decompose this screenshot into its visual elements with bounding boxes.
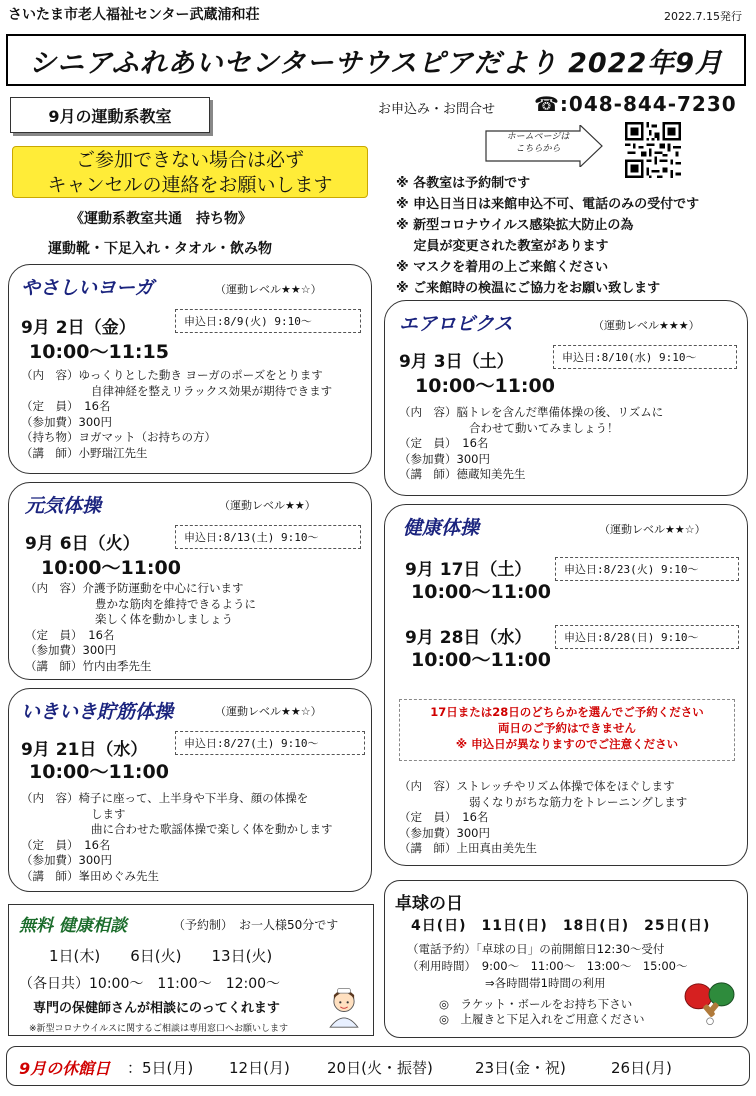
consult-message: 専門の保健師さんが相談にのってくれます <box>33 1001 280 1016</box>
kenko-date-1: 9月 17日（土） <box>405 560 532 580</box>
aerobics-date: 9月 3日（土） <box>399 352 514 372</box>
chokin-time: 10:00～11:00 <box>29 761 169 783</box>
yoga-time: 10:00～11:15 <box>29 341 169 363</box>
chokin-content-cont: します <box>91 806 126 821</box>
aerobics-content: （内 容）脳トレを含んだ準備体操の後、リズムに <box>399 405 664 419</box>
chokin-apply-date: 申込日:8/27(土) 9:10～ <box>175 731 365 755</box>
kenko-warning <box>399 699 735 761</box>
kenko-card <box>384 504 748 866</box>
closed-day: 26日(月) <box>611 1059 672 1077</box>
yoga-date: 9月 2日（金） <box>21 318 136 338</box>
table-tennis-phone: （電話予約）「卓球の日」の前開館日12:30～受付 <box>407 942 665 956</box>
genki-teacher: （講 師）竹内由季先生 <box>25 658 152 673</box>
closed-days-box <box>6 1046 750 1086</box>
aerobics-time: 10:00～11:00 <box>415 375 555 397</box>
kenko-title: 健康体操 <box>403 517 480 539</box>
kenko-warning-line: 17日または28日のどちらかを選んでご予約ください <box>430 705 704 719</box>
kenko-content-cont: 弱くなりがちな筋力をトレーニングします <box>469 794 688 809</box>
cancel-line-2: キャンセルの連絡をお願いします <box>47 174 333 196</box>
common-items-list: 運動靴・下足入れ・タオル・飲み物 <box>48 241 272 257</box>
chokin-fee: （参加費）300円 <box>21 853 112 867</box>
notes-list <box>396 173 699 299</box>
note-item: 定員が変更された教室があります <box>396 239 609 254</box>
yoga-teacher: （講 師）小野瑞江先生 <box>21 445 148 460</box>
closed-day: 20日(火・振替) <box>327 1059 433 1077</box>
organization-name: さいたま市老人福祉センター武蔵浦和荘 <box>8 7 260 23</box>
aerobics-teacher: （講 師）德蔵知美先生 <box>399 467 526 481</box>
genki-date: 9月 6日（火） <box>25 534 140 554</box>
kenko-time-2: 10:00～11:00 <box>411 649 551 671</box>
yoga-content-cont: 自律神経を整えリラックス効果が期待できます <box>91 383 333 398</box>
genki-content-cont: 豊かな筋肉を維持できるように <box>95 596 256 611</box>
yoga-level: （運動レベル★★☆） <box>215 283 322 296</box>
note-item: ※ 各教室は予約制です <box>396 176 531 191</box>
chokin-card <box>8 688 372 892</box>
note-item: ※ マスクを着用の上ご来館ください <box>396 260 609 275</box>
genki-apply-date: 申込日:8/13(土) 9:10～ <box>175 525 361 549</box>
newsletter-title: シニアふれあいセンターサウスピアだより 2022年9月 <box>28 47 724 79</box>
aerobics-content-cont: 合わせて動いてみましょう！ <box>469 420 619 435</box>
chokin-teacher: （講 師）峯田めぐみ先生 <box>21 868 159 883</box>
genki-capacity: （定 員） 16名 <box>25 627 115 642</box>
genki-level: （運動レベル★★） <box>219 499 316 512</box>
table-tennis-notes <box>439 997 645 1027</box>
table-tennis-dates: 4日(日) 11日(日) 18日(日) 25日(日) <box>411 918 711 934</box>
yoga-content: （内 容）ゆっくりとした動き ヨーガのポーズをとります <box>21 368 323 382</box>
kenko-apply-date-2: 申込日:8/28(日) 9:10～ <box>555 625 739 649</box>
aerobics-level: （運動レベル★★★） <box>593 319 700 332</box>
yoga-apply-date: 申込日:8/9(火) 9:10～ <box>175 309 361 333</box>
kenko-details <box>399 779 687 857</box>
health-consult-box <box>8 904 374 1036</box>
ping-pong-paddle-icon <box>681 979 739 1027</box>
yoga-fee: （参加費）300円 <box>21 414 112 429</box>
aerobics-details <box>399 405 663 483</box>
cancel-line-1: ご参加できない場合は必ず <box>75 149 304 171</box>
closed-day: ：5日(月) <box>127 1059 194 1077</box>
chokin-capacity: （定 員） 16名 <box>21 837 111 852</box>
genki-content-cont: 楽しく体を動かしましょう <box>95 612 233 626</box>
consult-title: 無料 健康相談 <box>19 916 127 936</box>
homepage-link-text[interactable] <box>492 131 584 155</box>
nurse-icon <box>321 983 367 1029</box>
kenko-time-1: 10:00～11:00 <box>411 581 551 603</box>
chokin-date: 9月 21日（水） <box>21 740 148 760</box>
consult-days: 1日(木) 6日(火) 13日(火) <box>49 947 273 965</box>
note-item: ※ 新型コロナウイルス感染拡大防止の為 <box>396 218 634 233</box>
table-tennis-title: 卓球の日 <box>395 894 463 914</box>
yoga-bring: （持ち物）ヨガマット（お持ちの方） <box>21 430 217 444</box>
aerobics-card <box>384 300 748 496</box>
chokin-content: （内 容）椅子に座って、上半身や下半身、顔の体操を <box>21 791 309 805</box>
homepage-line-1: ホームページは <box>506 132 570 142</box>
closed-day: 23日(金・祝) <box>475 1059 566 1077</box>
note-item: ※ ご来館時の検温にご協力をお願い致します <box>396 281 661 296</box>
newsletter-title-box <box>6 34 746 86</box>
aerobics-capacity: （定 員） 16名 <box>399 436 489 450</box>
cancel-notice <box>12 146 368 198</box>
kenko-teacher: （講 師）上田真由美先生 <box>399 841 537 855</box>
qr-code-icon[interactable] <box>625 122 681 178</box>
consult-note: ※新型コロナウイルスに関するご相談は専用窓口へお願いします <box>29 1024 289 1034</box>
table-tennis-card <box>384 880 748 1038</box>
genki-details <box>25 581 256 674</box>
kenko-content: （内 容）ストレッチやリズム体操で体をほぐします <box>399 779 675 793</box>
genki-fee: （参加費）300円 <box>25 643 116 657</box>
kenko-level: （運動レベル★★☆） <box>599 523 706 536</box>
closed-day: 12日(月) <box>229 1059 290 1077</box>
genki-card <box>8 482 372 680</box>
yoga-card <box>8 264 372 474</box>
kenko-date-2: 9月 28日（水） <box>405 628 532 648</box>
genki-title: 元気体操 <box>25 495 102 517</box>
kenko-warning-line: ※ 申込日が異なりますのでご注意ください <box>455 737 679 751</box>
kenko-apply-date-1: 申込日:8/23(火) 9:10～ <box>555 557 739 581</box>
yoga-details <box>21 368 332 461</box>
table-tennis-hours-note: ⇒各時間帯1時間の利用 <box>485 976 606 990</box>
phone-number[interactable]: ☎:048-844-7230 <box>534 92 737 116</box>
common-items-title: 《運動系教室共通 持ち物》 <box>70 211 252 227</box>
kenko-warning-line: 両日のご予約はできません <box>498 721 636 735</box>
yoga-capacity: （定 員） 16名 <box>21 399 111 413</box>
aerobics-title: エアロビクス <box>399 313 513 335</box>
kenko-fee: （参加費）300円 <box>399 825 490 840</box>
yoga-title: やさしいヨーガ <box>21 277 154 299</box>
aerobics-fee: （参加費）300円 <box>399 451 490 466</box>
issue-date: 2022.7.15発行 <box>664 10 742 23</box>
genki-time: 10:00～11:00 <box>41 557 181 579</box>
table-tennis-hours: （利用時間） 9:00～ 11:00～ 13:00～ 15:00～ <box>407 959 688 973</box>
genki-content: （内 容）介護予防運動を中心に行います <box>25 581 244 595</box>
note-item: ※ 申込日当日は来館申込不可、電話のみの受付です <box>396 197 700 212</box>
table-tennis-note: ◎ ラケット・ボールをお持ち下さい <box>439 997 633 1011</box>
contact-label: お申込み・お問合せ <box>378 102 496 117</box>
chokin-content-cont: 曲に合わせた歌謡体操で楽しく体を動かします <box>91 822 333 836</box>
consult-times: （各日共）10:00～ 11:00～ 12:00～ <box>19 976 281 992</box>
chokin-title: いきいき貯筋体操 <box>21 701 174 723</box>
table-tennis-details <box>407 941 688 992</box>
consult-subtitle: （予約制） お一人様50分です <box>173 918 339 932</box>
closed-days-label: 9月の休館日 <box>19 1059 111 1078</box>
table-tennis-note: ◎ 上履きと下足入れをご用意ください <box>439 1012 645 1026</box>
aerobics-apply-date: 申込日:8/10(水) 9:10～ <box>553 345 737 369</box>
kenko-capacity: （定 員） 16名 <box>399 810 489 824</box>
chokin-level: （運動レベル★★☆） <box>215 705 322 718</box>
chokin-details <box>21 791 333 884</box>
homepage-line-2: こちらから <box>515 144 561 154</box>
section-tag: 9月の運動系教室 <box>10 97 210 133</box>
